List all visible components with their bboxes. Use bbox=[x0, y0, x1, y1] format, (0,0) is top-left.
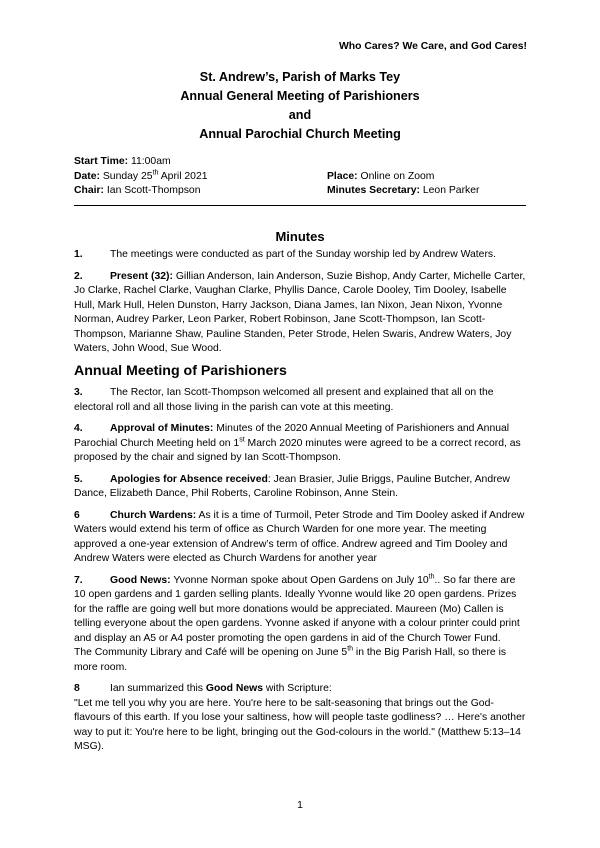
date-value-rest: April 2021 bbox=[160, 170, 208, 182]
item-number: 2. bbox=[74, 270, 83, 282]
item-label: Church Wardens: bbox=[110, 509, 197, 521]
minute-item bbox=[74, 422, 526, 466]
minute-item bbox=[74, 574, 526, 676]
minute-item bbox=[74, 270, 526, 357]
secretary-value: Leon Parker bbox=[422, 185, 480, 196]
page-number: 1 bbox=[297, 800, 303, 811]
title-line: Annual Parochial Church Meeting bbox=[199, 127, 401, 141]
secretary-label: Minutes Secretary: bbox=[327, 185, 420, 196]
minutes-heading: Minutes bbox=[275, 229, 325, 244]
document-title bbox=[74, 68, 526, 144]
item-text: Gillian Anderson, Iain Anderson, Suzie Bishop, Andy Carter, Michelle Carter, Jo Clarke, Rachel Clarke, Vaughan Clarke, Phyllis Dance, Carole Dooley, Tim Dooley, Isabelle Hull, Mark Hull, Helen Dunston, Harry Jackson, Diana James, Ian Nixon, Jean Nixon, Yvonne Norman, Audrey Parker, Leon Parker, Robert Robinson, Jane Scott-Thompson, Ian Scott-Thompson, Marianne Shaw, Pauline Standen, Peter Strode, Helen Swaris, Andrew Waters, Joy Waters, John Wood, Sue Wood. bbox=[74, 270, 526, 354]
minute-item bbox=[74, 386, 526, 415]
ordinal-suffix: th bbox=[347, 645, 354, 653]
item-text-2: The Community Library and Café will be opening on June 5 bbox=[74, 647, 348, 658]
start-label: Start Time: bbox=[74, 156, 129, 167]
section-heading: Annual Meeting of Parishioners bbox=[74, 362, 287, 379]
divider bbox=[74, 205, 526, 206]
item-text: Yvonne Norman spoke about Open Gardens on July 10 bbox=[173, 574, 429, 586]
date-suffix: th bbox=[152, 169, 159, 177]
title-line: and bbox=[288, 108, 312, 122]
item-label: Approval of Minutes: bbox=[110, 423, 214, 434]
item-number: 4. bbox=[74, 423, 83, 434]
item-number: 5. bbox=[74, 473, 83, 485]
tagline: Who Cares? We Care, and God Cares! bbox=[338, 41, 527, 52]
minute-item bbox=[74, 682, 526, 755]
minutes-body bbox=[74, 248, 526, 762]
item-text: Ian summarized this bbox=[110, 683, 206, 694]
minute-item bbox=[74, 509, 526, 567]
chair-label: Chair: bbox=[74, 185, 105, 196]
item-number: 8 bbox=[74, 683, 80, 694]
title-line: St. Andrew’s, Parish of Marks Tey bbox=[199, 70, 401, 84]
place-value: Online on Zoom bbox=[360, 170, 435, 182]
chair-value: Ian Scott-Thompson bbox=[106, 185, 201, 196]
item-text: : Jean Brasier, Julie Briggs, Pauline Butcher, Andrew Dance, Elizabeth Dance, Phil Roberts, Caroline Robinson, Anne Stein. bbox=[74, 473, 510, 499]
item-text-rest: March 2020 minutes were agreed to be a correct record, as proposed by the chair and signed by Ian Scott-Thompson. bbox=[74, 437, 521, 463]
ordinal-suffix: th bbox=[428, 573, 435, 581]
minute-item bbox=[74, 473, 526, 502]
date-value: Sunday 25 bbox=[102, 170, 153, 182]
scripture-quote: "Let me tell you why you are here. You're here to be salt-seasoning that brings out the God-flavours of this earth. If you lose your saltiness, how will people taste godliness? … Here's another way to put it: You're here to be light, bringing out the God-colours in the world." (Matthew 5:13–14 MSG). bbox=[74, 697, 526, 752]
item-text-2-rest: in the Big Parish Hall, so there is more room. bbox=[74, 647, 507, 673]
title-line: Annual General Meeting of Parishioners bbox=[180, 89, 420, 103]
item-text: The Rector, Ian Scott-Thompson welcomed all present and explained that all on the electoral roll and all those living in the parish can vote at this meeting. bbox=[74, 387, 494, 413]
item-label: Good News: bbox=[110, 574, 171, 586]
meeting-details bbox=[74, 155, 526, 199]
item-text: As it is a time of Turmoil, Peter Strode and Tim Dooley asked if Andrew Waters would extend his term of office as Church Warden for one more year. The meeting approved a one-year extension of Andrew’s term of office. Andrew agreed and Tim Dooley and Andrew Waters were elected as Church Wardens for another year bbox=[74, 509, 525, 564]
ordinal-suffix: st bbox=[239, 436, 245, 444]
start-value: 11:00am bbox=[130, 156, 171, 167]
item-text-rest: .. So far there are 10 open gardens and 1 garden selling plants. Ideally Yvonne would like 20 open gardens. Prizes for the raffle are going well but more donations would be appreciated. Maureen (Mo) Callen is telling everyone about the open gardens. Yvonne asked if anyone with a colour printer could print and display an A5 or A4 poster promoting the open gardens in aid of the Church Tower Fund. bbox=[74, 574, 520, 644]
item-text: Minutes of the 2020 Annual Meeting of Parishioners and Annual Parochial Church Meeting held on 1 bbox=[74, 423, 510, 449]
date-label: Date: bbox=[74, 170, 100, 182]
item-label: Present (32): bbox=[110, 270, 173, 282]
item-number: 3. bbox=[74, 387, 83, 398]
item-label: Apologies for Absence received bbox=[110, 473, 268, 485]
minute-item bbox=[74, 248, 526, 263]
item-text: The meetings were conducted as part of the Sunday worship led by Andrew Waters. bbox=[110, 249, 497, 260]
item-number: 6 bbox=[74, 509, 80, 521]
place-label: Place: bbox=[327, 170, 358, 182]
item-number: 1. bbox=[74, 249, 83, 260]
item-number: 7. bbox=[74, 574, 83, 586]
item-label: Good News bbox=[205, 683, 264, 694]
item-text-rest: with Scripture: bbox=[263, 683, 332, 694]
